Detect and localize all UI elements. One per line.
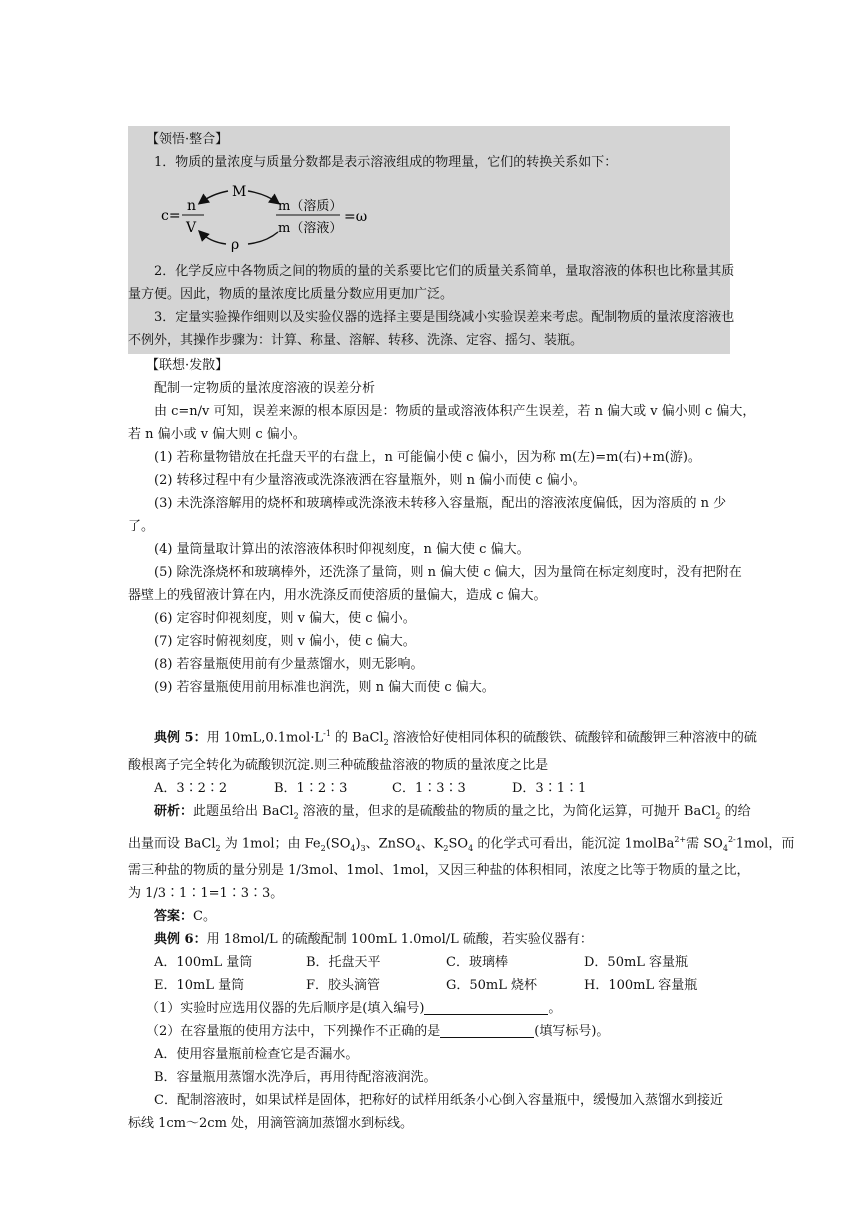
list-item: (6) 定容时仰视刻度，则 v 偏大，使 c 偏小。 [154,611,416,626]
list-item-continuation: 了。 [128,519,155,534]
paragraph: 若 n 偏小或 v 偏大则 c 偏小。 [128,427,306,442]
paragraph: 3．定量实验操作细则以及实验仪器的选择主要是围绕减小实验误差来考虑。配制物质的量浓度溶液也 [154,310,735,325]
answer-value: C。 [193,909,216,925]
list-item: (5) 除洗涤烧杯和玻璃棒外，还洗涤了量筒，则 n 偏大使 c 偏大，因为量筒在标定刻度时，没有把附在 [154,565,742,580]
example-5-question: 典例 5：用 $10mL,0.1mol\cdot L^{-1}$ 的 BaCl$_2$ 溶液恰好使相同体积的硫酸铁、硫酸锌和硫酸钾三种溶液中的硫 [154,729,757,747]
choice-c: C．配制溶液时，如果试样是固体，把称好的试样用纸条小心倒入容量瓶中，缓慢加入蒸馏水到接近 [154,1093,723,1109]
choice-c-cont: 标线 1cm～2cm 处，用滴管滴加蒸馏水到标线。 [128,1116,414,1132]
answer-blank[interactable] [424,1000,548,1015]
arrow-m-to-solute [248,191,278,203]
document-content [128,126,795,1135]
analysis-line: 研析：此题虽给出 BaCl$_2$ 溶液的量，但求的是硫酸盐的物质的量之比，为简化运算，可抛开 BaCl$_2$ 的给 [154,803,751,821]
choice-b: B．容量瓶用蒸馏水洗净后，再用待配溶液润洗。 [154,1070,437,1086]
option-d: D．3∶1∶1 [512,780,587,796]
subsection-title: 配制一定物质的量浓度溶液的误差分析 [154,381,376,396]
list-item: (3) 未洗涤溶解用的烧杯和玻璃棒或洗涤液未转移入容量瓶，配出的溶液浓度偏低，因为溶质的 n 少 [154,496,727,511]
summary-box [128,126,735,354]
instrument-g: G．50mL 烧杯 [446,978,538,994]
example-6-question: 典例 6：用 18mol/L 的硫酸配制 100mL 1.0mol/L 硫酸，若实验仪器有： [154,932,593,948]
arrow-solution-to-rho [248,232,278,244]
formula-diagram [128,174,730,260]
arrow-n-from-m [200,191,228,203]
answer-blank[interactable] [440,1023,534,1038]
sub-question-2: （2）在容量瓶的使用方法中，下列操作不正确的是 (填写标号)。 [146,1024,610,1040]
list-item: (4) 量筒量取计算出的浓溶液体积时仰视刻度，n 偏大使 c 偏大。 [154,542,530,557]
instrument-f: F．胶头滴管 [306,978,381,994]
instrument-h: H．100mL 容量瓶 [584,978,698,994]
option-b: B．1∶2∶3 [274,780,348,796]
v-symbol: V [186,220,197,236]
paragraph: 不例外，其操作步骤为：计算、称量、溶解、转移、洗涤、定容、摇匀、装瓶。 [128,333,584,348]
list-item: (7) 定容时俯视刻度，则 v 偏小，使 c 偏大。 [154,634,416,649]
choice-a: A．使用容量瓶前检查它是否漏水。 [154,1047,359,1063]
answer-label: 答案： [154,909,194,925]
omega-equals: =ω [344,209,368,225]
answer-line [128,905,730,928]
paragraph: 由 c=n/v 可知，误差来源的根本原因是：物质的量或溶液体积产生误差，若 n 偏大或 v 偏小则 c 偏大， [154,404,756,419]
instrument-a: A．100mL 量筒 [154,955,253,971]
m-molar-symbol: M [232,184,247,200]
analysis-label: 研析： [154,803,194,819]
conversion-formula [128,174,730,260]
instrument-c: C．玻璃棒 [446,955,508,971]
list-item: (8) 若容量瓶使用前有少量蒸馏水，则无影响。 [154,657,424,672]
paragraph: 量方便。因此，物质的量浓度比质量分数应用更加广泛。 [128,287,454,302]
instrument-row [128,974,730,997]
list-item: (2) 转移过程中有少量溶液或洗涤液洒在容量瓶外，则 n 偏小而使 c 偏小。 [154,473,586,488]
m-solution: m（溶液） [278,221,343,236]
example-5-question-cont: 酸根离子完全转化为硫酸钡沉淀.则三种硫酸盐溶液的物质的量浓度之比是 [128,757,549,773]
section-heading: 【领悟·整合】 [146,132,229,147]
sub-question-1: （1）实验时应选用仪器的先后顺序是(填入编号) 。 [146,1001,562,1017]
analysis-line: 为 1/3∶1∶1=1∶3∶3。 [128,886,284,902]
option-c: C．1∶3∶3 [392,780,466,796]
analysis-line: 出量而设 BaCl$_2$ 为 1mol；由 $Fe_2(SO_4)_3$、ZnSO$_4$、$K_2SO_4$ 的化学式可看出，能沉淀 1molBa$^{2+}$需 $SO_4^{2-}1mol$，而 [128,834,795,853]
analysis-line: 需三种盐的物质的量分别是 1/3mol、1mol、1mol，又因三种盐的体积相同，浓度之比等于物质的量之比， [128,863,750,879]
n-symbol: n [187,198,197,214]
list-item: (1) 若称量物错放在托盘天平的右盘上，n 可能偏小使 c 偏小，因为称 m(左)=m(右)+m(游)。 [154,450,701,465]
instrument-d: D．50mL 容量瓶 [584,955,689,971]
instrument-e: E．10mL 量筒 [154,978,245,994]
paragraph: 1．物质的量浓度与质量分数都是表示溶液组成的物理量，它们的转换关系如下： [154,155,618,170]
section-heading: 【联想·发散】 [146,358,229,373]
paragraph: 2．化学反应中各物质之间的物质的量的关系要比它们的质量关系简单，量取溶液的体积也比称量其质 [154,264,735,279]
list-item: (9) 若容量瓶使用前用标准也润洗，则 n 偏大而使 c 偏大。 [154,680,495,695]
instrument-b: B．托盘天平 [306,955,381,971]
rho-symbol: ρ [231,237,240,253]
c-equals: c= [161,208,181,224]
m-solute: m（溶质） [278,199,343,214]
arrow-rho-to-v [200,232,226,244]
option-a: A．3∶2∶2 [154,780,228,796]
example-label: 典例 6： [154,932,207,948]
example-5-options [128,777,730,800]
list-item-continuation: 器壁上的残留液计算在内，用水洗涤反而使溶质的量偏大，造成 c 偏大。 [128,588,547,603]
example-label: 典例 5： [154,730,207,746]
instrument-row [128,951,730,974]
